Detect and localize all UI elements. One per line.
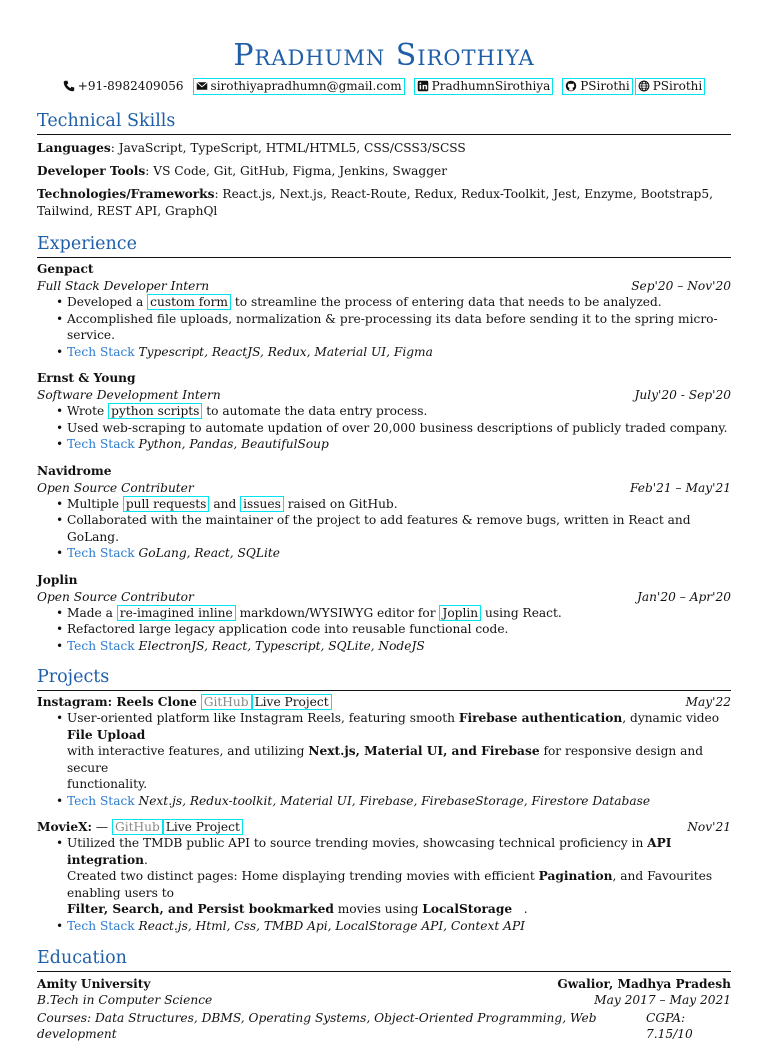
date: Jan'20 – Apr'20 — [637, 589, 731, 604]
envelope-icon — [196, 80, 208, 92]
resume-page — [37, 0, 731, 1042]
experience-entry — [37, 370, 731, 453]
company-name: Ernst & Young — [37, 371, 136, 385]
skills-technologies-cont: Tailwind, REST API, GraphQl — [37, 204, 218, 218]
date: Feb'21 – May'21 — [630, 480, 731, 495]
email-link[interactable] — [193, 78, 405, 95]
skills-tools: Developer Tools: VS Code, Git, GitHub, Figma, Jenkins, Swagger — [37, 164, 448, 178]
bullet: • Developed a custom form to streamline the process of entering data that needs to be analyzed. — [67, 294, 731, 311]
cgpa: CGPA: 7.15/10 — [646, 1011, 693, 1041]
skills-languages: Languages: JavaScript, TypeScript, HTML/HTML5, CSS/CSS3/SCSS — [37, 141, 466, 155]
skills-section — [37, 110, 731, 220]
phone-icon — [63, 80, 75, 92]
contact-bar — [37, 76, 731, 96]
reimagined-inline-link[interactable]: re-imagined inline — [117, 605, 236, 621]
github-text: PSirothi — [580, 78, 630, 93]
projects-section — [37, 666, 731, 934]
date: July'20 - Sep'20 — [634, 388, 731, 402]
company-name: Navidrome — [37, 463, 112, 478]
projects-heading: Projects — [37, 666, 731, 691]
experience-heading: Experience — [37, 233, 731, 258]
experience-entry — [37, 463, 731, 562]
project-name: Instagram: Reels Clone — [37, 695, 197, 709]
tech-stack: • Tech Stack Python, Pandas, BeautifulSoup — [67, 436, 731, 453]
project-entry — [37, 694, 731, 809]
school-location: Gwalior, Madhya Pradesh — [557, 977, 731, 991]
experience-entry — [37, 261, 731, 360]
linkedin-link[interactable] — [414, 78, 554, 95]
github-icon — [565, 80, 577, 92]
custom-form-link[interactable]: custom form — [147, 294, 231, 310]
role: Open Source Contributor — [37, 589, 194, 604]
school-name: Amity University — [37, 977, 151, 991]
joplin-link[interactable]: Joplin — [439, 605, 481, 621]
candidate-name: Pradhumn Sirothiya — [233, 38, 535, 73]
role: Open Source Contributer — [37, 480, 194, 495]
bullet: • Used web-scraping to automate updation of over 20,000 business descriptions of publicly traded company. — [67, 420, 731, 437]
linkedin-text: PradhumnSirothiya — [431, 78, 551, 93]
bullet: • User-oriented platform like Instagram Reels, featuring smooth Firebase authentication, dynamic video File Upload with interactive features, and utilizing Next.js, Material UI, and Firebase for responsive design and secure functionality. — [67, 710, 731, 793]
live-project-link[interactable]: Live Project — [163, 819, 243, 835]
experience-section — [37, 233, 731, 654]
project-name: MovieX: — [37, 820, 93, 834]
github-link[interactable]: GitHub — [112, 819, 163, 835]
python-scripts-link[interactable]: python scripts — [108, 403, 202, 419]
globe-icon — [638, 80, 650, 92]
github-link[interactable]: GitHub — [201, 694, 252, 710]
tech-stack: • Tech Stack ElectronJS, React, Typescript, SQLite, NodeJS — [67, 638, 731, 655]
education-heading: Education — [37, 947, 731, 972]
education-section — [37, 947, 731, 1042]
skills-technologies: Technologies/Frameworks: React.js, Next.js, React-Route, Redux, Redux-Toolkit, Jest, Enzyme, Bootstrap5, — [37, 187, 713, 201]
date: May'22 — [685, 695, 731, 709]
courses: Courses: Data Structures, DBMS, Operating Systems, Object-Oriented Programming, Web development — [37, 1011, 597, 1041]
company-name: Genpact — [37, 262, 94, 276]
company-name: Joplin — [37, 572, 78, 587]
bullet: • Utilized the TMDB public API to source trending movies, showcasing technical proficiency in API integration. Created two distinct pages: Home displaying trending movies with efficient Pagination, and Favourites enabling users to Filter, Search, and Persist bookmarked movies using LocalStorage . — [67, 835, 731, 918]
bullet: • Refactored large legacy application code into reusable functional code. — [67, 621, 731, 638]
phone-number: +91-8982409056 — [77, 79, 184, 93]
website-text: PSirothi — [652, 78, 703, 93]
bullet: • Collaborated with the maintainer of the project to add features & remove bugs, written in React and GoLang. — [67, 512, 731, 545]
tech-stack: • Tech Stack Next.js, Redux-toolkit, Material UI, Firebase, FirebaseStorage, Firestore Database — [67, 793, 731, 810]
issues-link[interactable]: issues — [240, 496, 284, 512]
project-entry: MovieX: — GitHub Live Project Nov'21 • Utilized the TMDB public API to source trending movies, showcasing technical proficiency in API integration. Created two distinct pages: Home displaying trending movies with efficient Pagination, and Favourites enabling users to Filter, Search, and Persist bookmarked movies using LocalStorage . • Tech Stack React.js, Html, Css, TMBD Api, LocalStorage API, Context API — [37, 819, 731, 934]
education-dates: May 2017 – May 2021 — [594, 993, 731, 1007]
tech-stack: • Tech Stack Typescript, ReactJS, Redux, Material UI, Figma — [67, 344, 731, 361]
bullet: • Wrote python scripts to automate the data entry process. — [67, 403, 731, 420]
linkedin-icon — [417, 80, 429, 92]
pull-requests-link[interactable]: pull requests — [123, 496, 210, 512]
live-project-link[interactable]: Live Project — [252, 694, 332, 710]
phone — [63, 79, 184, 93]
website-link[interactable] — [635, 78, 705, 95]
bullet: • Made a re-imagined inline markdown/WYSIWYG editor for Joplin using React. — [67, 605, 731, 622]
date: Sep'20 – Nov'20 — [631, 279, 731, 293]
tech-stack: • Tech Stack React.js, Html, Css, TMBD Api, LocalStorage API, Context API — [67, 918, 731, 935]
skills-heading: Technical Skills — [37, 110, 731, 135]
bullet: • Multiple pull requests and issues raised on GitHub. — [67, 496, 731, 513]
bullet: • Accomplished file uploads, normalization & pre-processing its data before sending it to the spring micro-service. — [67, 311, 731, 344]
role: Software Development Intern — [37, 388, 221, 402]
degree: B.Tech in Computer Science — [37, 993, 213, 1007]
date: Nov'21 — [687, 820, 731, 834]
role: Full Stack Developer Intern — [37, 279, 210, 293]
tech-stack: • Tech Stack GoLang, React, SQLite — [67, 545, 731, 562]
email-text: sirothiyapradhumn@gmail.com — [210, 78, 402, 93]
experience-entry — [37, 572, 731, 655]
github-link[interactable] — [562, 78, 632, 95]
